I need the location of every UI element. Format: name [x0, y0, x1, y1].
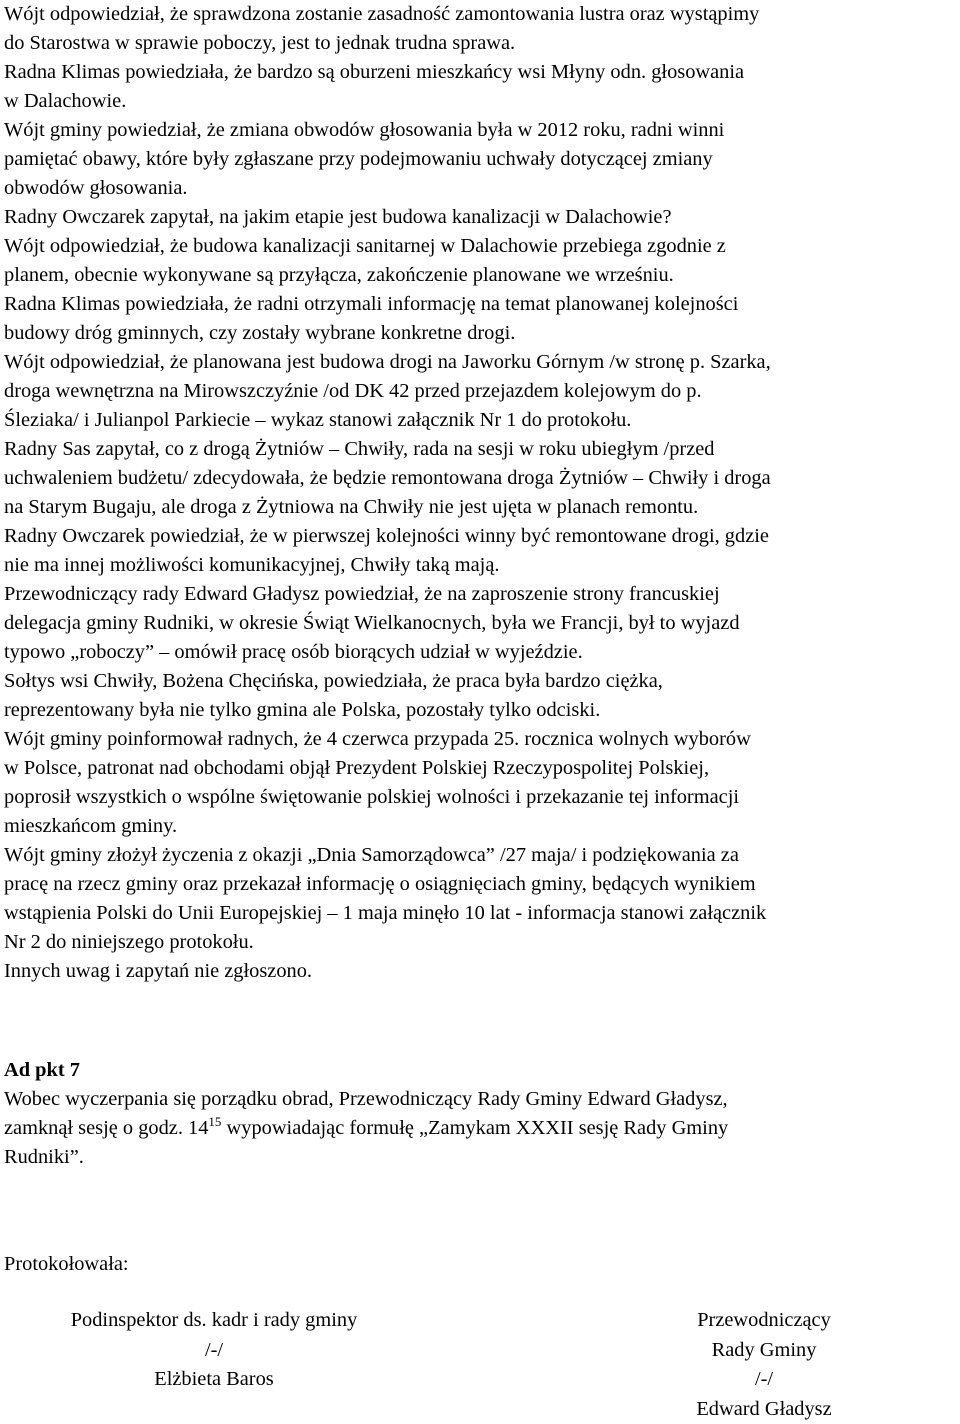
paragraph	[4, 232, 956, 290]
paragraph-line: delegacja gminy Rudniki, w okresie Świąt Wielkanocnych, była we Francji, był to wyjazd	[4, 609, 956, 638]
paragraph-line: Przewodniczący rady Edward Gładysz powiedział, że na zaproszenie strony francuskiej	[4, 580, 956, 609]
paragraph	[4, 957, 956, 986]
paragraph-line: droga wewnętrzna na Mirowszczyźnie /od DK 42 przed przejazdem kolejowym do p.	[4, 377, 956, 406]
signature-secretary-name: Elżbieta Baros	[34, 1365, 394, 1395]
paragraph-line: Wójt gminy powiedział, że zmiana obwodów głosowania była w 2012 roku, radni winni	[4, 116, 956, 145]
recorded-by-label: Protokołowała:	[4, 1250, 129, 1279]
paragraph-line: Wójt gminy poinformował radnych, że 4 czerwca przypada 25. rocznica wolnych wyborów	[4, 725, 956, 754]
paragraph-line: pracę na rzecz gminy oraz przekazał informację o osiągnięciach gminy, będących wynikiem	[4, 870, 956, 899]
paragraph-line: Innych uwag i zapytań nie zgłoszono.	[4, 957, 956, 986]
paragraph	[4, 203, 956, 232]
closing-line-1: Wobec wyczerpania się porządku obrad, Przewodniczący Rady Gminy Edward Gładysz,	[4, 1085, 956, 1114]
paragraph	[4, 58, 956, 116]
signature-secretary	[34, 1306, 394, 1395]
paragraph-line: planem, obecnie wykonywane są przyłącza, zakończenie planowane we wrześniu.	[4, 261, 956, 290]
closing-line-3: Rudniki”.	[4, 1143, 956, 1172]
paragraph-line: pamiętać obawy, które były zgłaszane przy podejmowaniu uchwały dotyczącej zmiany	[4, 145, 956, 174]
closing-time-text: zamknął sesję o godz. 14	[4, 1117, 208, 1139]
paragraph-line: Śleziaka/ i Julianpol Parkiecie – wykaz stanowi załącznik Nr 1 do protokołu.	[4, 406, 956, 435]
paragraph-line: mieszkańcom gminy.	[4, 812, 956, 841]
signature-chairman-subtitle: Rady Gminy	[664, 1336, 864, 1366]
signature-chairman-title: Przewodniczący	[664, 1306, 864, 1336]
paragraph-line: Nr 2 do niniejszego protokołu.	[4, 928, 956, 957]
paragraph-line: na Starym Bugaju, ale droga z Żytniowa na Chwiły nie jest ujęta w planach remontu.	[4, 493, 956, 522]
paragraph-line: typowo „roboczy” – omówił pracę osób biorących udział w wyjeździe.	[4, 638, 956, 667]
document-page	[4, 0, 956, 1172]
closing-formula-text: wypowiadając formułę „Zamykam XXXII sesję Rady Gminy	[221, 1117, 728, 1139]
closing-line-2	[4, 1114, 956, 1143]
section-heading: Ad pkt 7	[4, 1056, 956, 1085]
paragraph-line: Radna Klimas powiedziała, że radni otrzymali informację na temat planowanej kolejności	[4, 290, 956, 319]
paragraph-line: wstąpienia Polski do Unii Europejskiej – 1 maja minęło 10 lat - informacja stanowi załącznik	[4, 899, 956, 928]
paragraph-line: w Dalachowie.	[4, 87, 956, 116]
paragraph	[4, 0, 956, 58]
paragraph-line: Wójt odpowiedział, że planowana jest budowa drogi na Jaworku Górnym /w stronę p. Szarka,	[4, 348, 956, 377]
paragraph-line: Wójt odpowiedział, że budowa kanalizacji sanitarnej w Dalachowie przebiega zgodnie z	[4, 232, 956, 261]
closing-time-minutes: 15	[208, 1114, 221, 1129]
signature-secretary-title: Podinspektor ds. kadr i rady gminy	[34, 1306, 394, 1336]
section-spacer	[4, 986, 956, 1056]
paragraph	[4, 116, 956, 203]
paragraph-line: reprezentowany była nie tylko gmina ale Polska, pozostały tylko odciski.	[4, 696, 956, 725]
paragraph-line: obwodów głosowania.	[4, 174, 956, 203]
paragraph	[4, 290, 956, 348]
paragraph	[4, 522, 956, 580]
paragraph-line: Radny Owczarek powiedział, że w pierwszej kolejności winny być remontowane drogi, gdzie	[4, 522, 956, 551]
closing-paragraph	[4, 1085, 956, 1172]
signature-secretary-mark: /-/	[34, 1336, 394, 1366]
paragraph-line: uchwaleniem budżetu/ zdecydowała, że będzie remontowana droga Żytniów – Chwiły i droga	[4, 464, 956, 493]
paragraph	[4, 667, 956, 725]
paragraph-line: w Polsce, patronat nad obchodami objął Prezydent Polskiej Rzeczypospolitej Polskiej,	[4, 754, 956, 783]
paragraph	[4, 725, 956, 841]
paragraph	[4, 580, 956, 667]
signature-chairman-mark: /-/	[664, 1365, 864, 1395]
paragraph-line: Wójt gminy złożył życzenia z okazji „Dnia Samorządowca” /27 maja/ i podziękowania za	[4, 841, 956, 870]
paragraph-line: do Starostwa w sprawie poboczy, jest to jednak trudna sprawa.	[4, 29, 956, 58]
paragraph-line: Radny Sas zapytał, co z drogą Żytniów – Chwiły, rada na sesji w roku ubiegłym /przed	[4, 435, 956, 464]
paragraph	[4, 435, 956, 522]
paragraph-line: nie ma innej możliwości komunikacyjnej, Chwiły taką mają.	[4, 551, 956, 580]
paragraph-line: budowy dróg gminnych, czy zostały wybrane konkretne drogi.	[4, 319, 956, 348]
signature-chairman	[664, 1306, 864, 1424]
paragraph-line: Sołtys wsi Chwiły, Bożena Chęcińska, powiedziała, że praca była bardzo ciężka,	[4, 667, 956, 696]
paragraph-line: Radny Owczarek zapytał, na jakim etapie jest budowa kanalizacji w Dalachowie?	[4, 203, 956, 232]
paragraph-line: Radna Klimas powiedziała, że bardzo są oburzeni mieszkańcy wsi Młyny odn. głosowania	[4, 58, 956, 87]
paragraph-line: poprosił wszystkich o wspólne świętowanie polskiej wolności i przekazanie tej informacji	[4, 783, 956, 812]
paragraph	[4, 348, 956, 435]
protocol-body	[4, 0, 956, 986]
paragraph-line: Wójt odpowiedział, że sprawdzona zostanie zasadność zamontowania lustra oraz wystąpimy	[4, 0, 956, 29]
paragraph	[4, 841, 956, 957]
signature-chairman-name: Edward Gładysz	[664, 1395, 864, 1424]
